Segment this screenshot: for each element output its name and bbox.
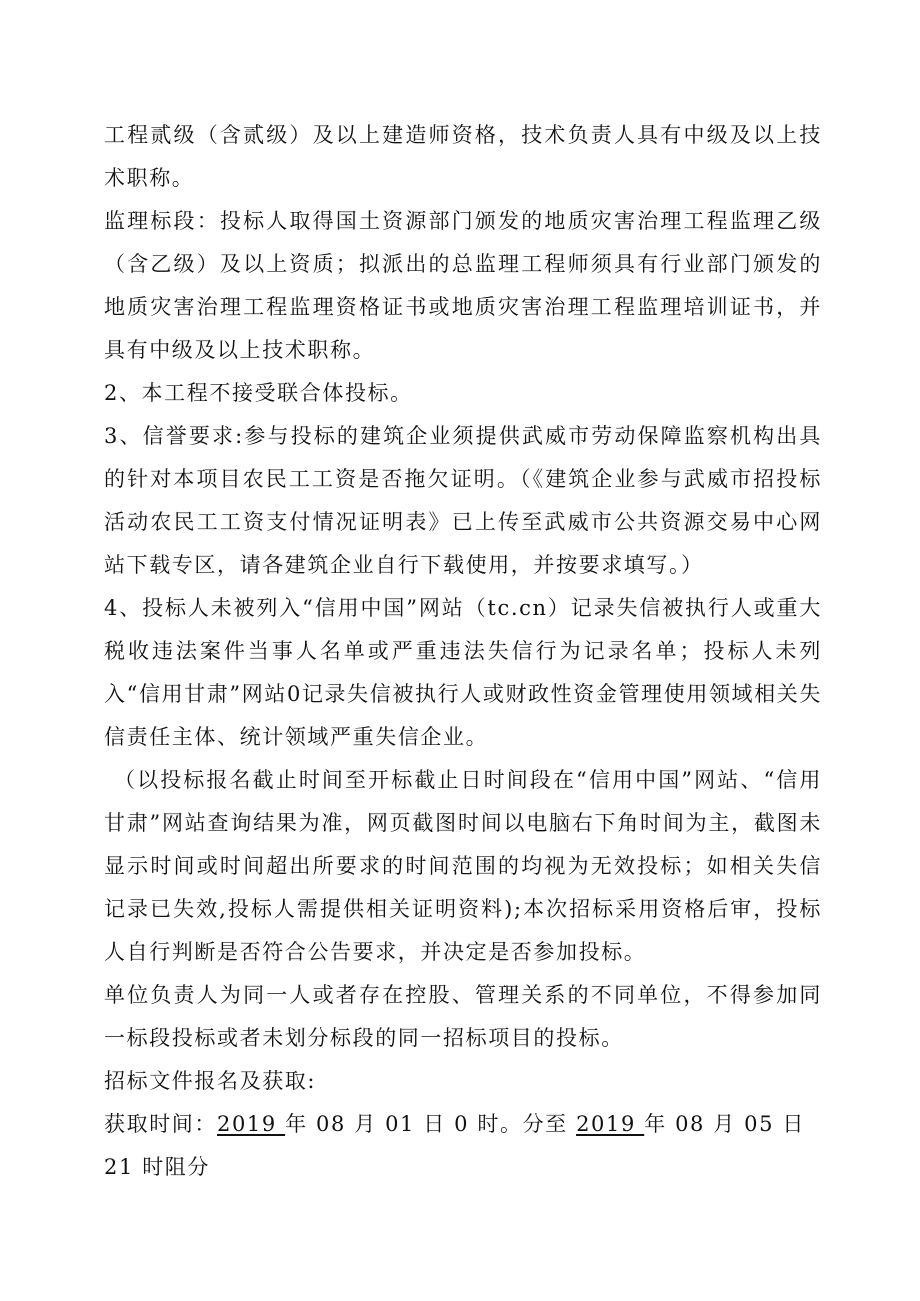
paragraph-credit-blacklist: 4、投标人未被列入“信用中国”网站（tc.cn）记录失信被执行人或重大税收违法案件当事人名单或严重违法失信行为记录名单；投标人未列入“信用甘肃”网站0记录失信被执行人或财政性资金管理使用领域相关失信责任主体、统计领域严重失信企业。 <box>104 596 822 749</box>
acquisition-time-line <box>104 1103 822 1146</box>
acquisition-end-year: 2019 <box>576 1112 645 1136</box>
acquisition-end-rest: 年 08 月 05 日 <box>644 1112 805 1136</box>
document-body <box>104 114 822 1189</box>
paragraph-query-note: （以投标报名截止时间至开标截止日时间段在“信用中国”网站、“信用甘肃”网站查询结果为准，网页截图时间以电脑右下角时间为主，截图未显示时间或时间超出所要求的时间范围的均视为无效投标；如相关失信记录已失效,投标人需提供相关证明资料);本次招标采用资格后审，投标人自行判断是否符合公告要求，并决定是否参加投标。 <box>104 768 822 964</box>
paragraph-credit-requirement: 3、信誉要求:参与投标的建筑企业须提供武威市劳动保障监察机构出具的针对本项目农民工工资是否拖欠证明。（《建筑企业参与武威市招投标活动农民工工资支付情况证明表》已上传至武威市公共资源交易中心网站下载专区，请各建筑企业自行下载使用，并按要求填写。） <box>104 424 822 577</box>
acquisition-end-time: 21 时阻分 <box>104 1155 210 1179</box>
paragraph-no-joint-bidding: 2、本工程不接受联合体投标。 <box>104 381 413 405</box>
paragraph-qualification-construction: 工程贰级（含贰级）及以上建造师资格，技术负责人具有中级及以上技术职称。 <box>104 123 822 190</box>
acquisition-start-rest: 年 08 月 01 日 0 时。分至 <box>285 1112 577 1136</box>
acquisition-time-prefix: 获取时间： <box>104 1112 217 1136</box>
acquisition-start-year: 2019 <box>217 1112 286 1136</box>
paragraph-supervision-section: 监理标段：投标人取得国土资源部门颁发的地质灾害治理工程监理乙级（含乙级）及以上资质；拟派出的总监理工程师须具有行业部门颁发的地质灾害治理工程监理资格证书或地质灾害治理工程监理培训证书，并具有中级及以上技术职称。 <box>104 209 822 362</box>
paragraph-registration-heading: 招标文件报名及获取: <box>104 1069 317 1093</box>
paragraph-same-responsible-person: 单位负责人为同一人或者存在控股、管理关系的不同单位，不得参加同一标段投标或者未划分标段的同一招标项目的投标。 <box>104 983 822 1050</box>
